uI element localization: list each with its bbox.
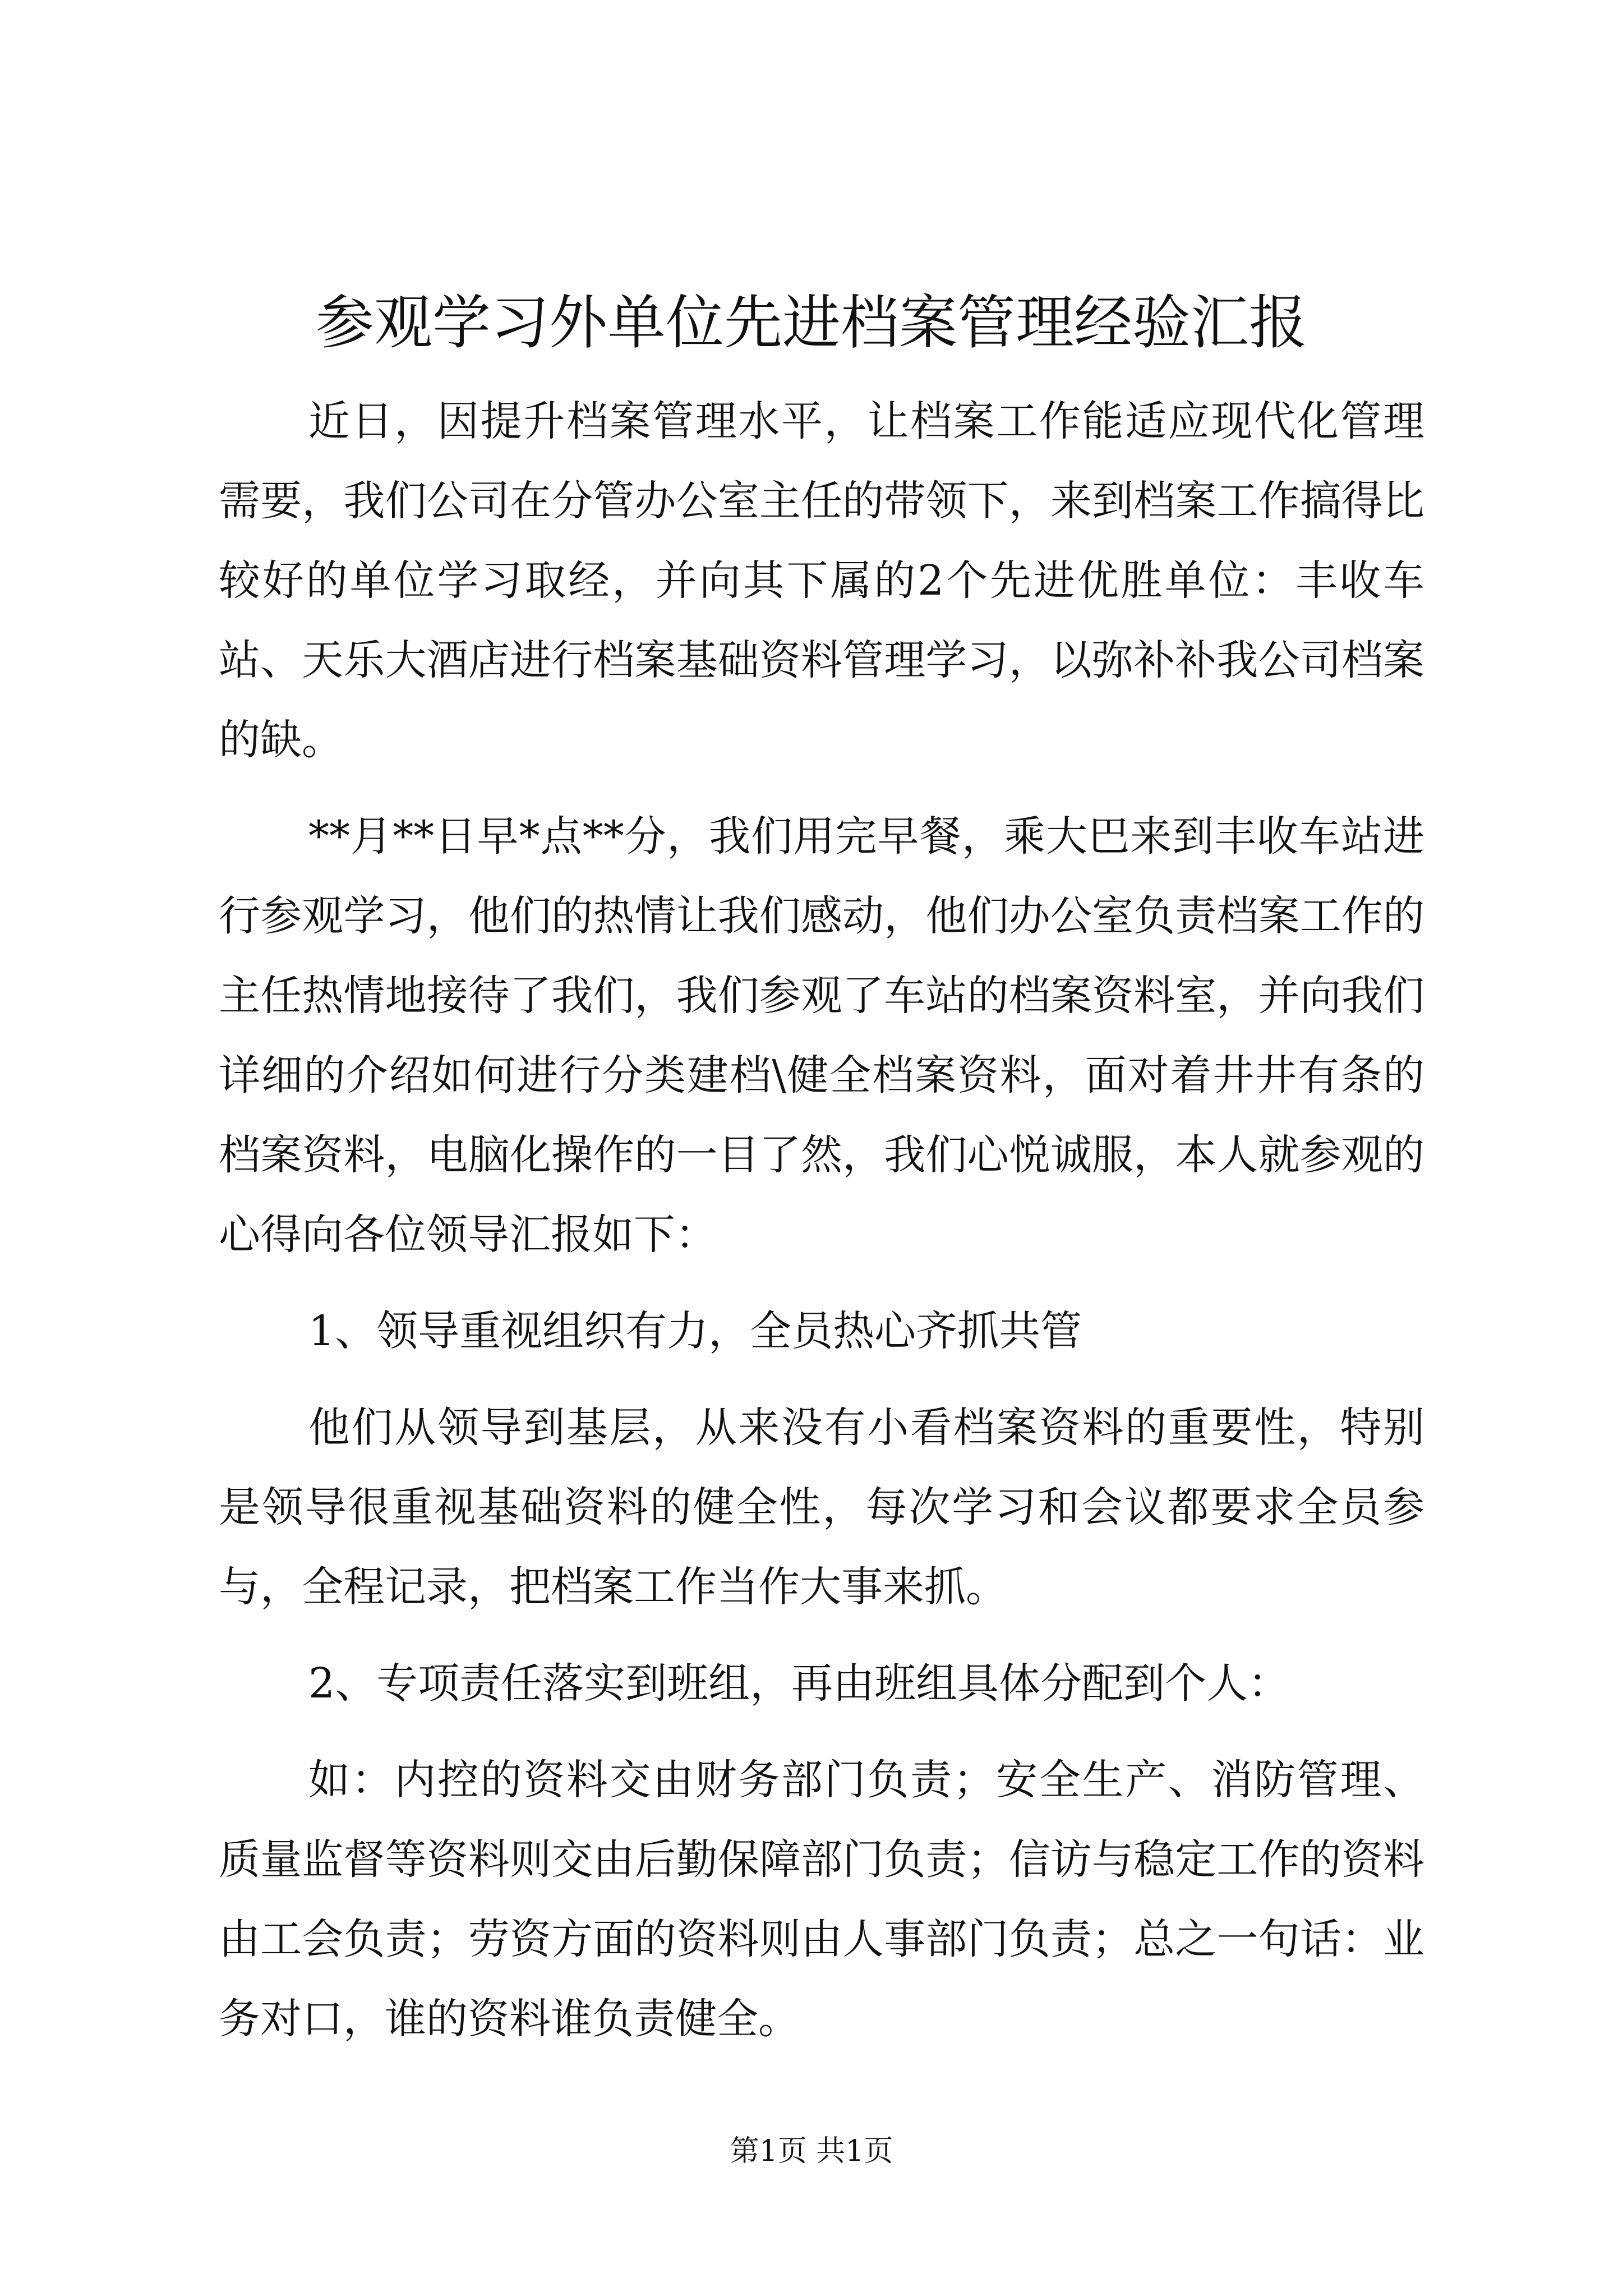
- paragraph-visit: **月**日早*点**分，我们用完早餐，乘大巴来到丰收车站进行参观学习，他们的热情让我们感动，他们办公室负责档案工作的主任热情地接待了我们，我们参观了车站的档案资料室，并向我们详细的介绍如何进行分类建档\健全档案资料，面对着井井有条的档案资料，电脑化操作的一目了然，我们心悦诚服，本人就参观的心得向各位领导汇报如下：: [219, 812, 1424, 1259]
- document-body: [219, 381, 1424, 2076]
- section-heading-1: 1、领导重视组织有力，全员热心齐抓共管: [308, 1307, 1082, 1355]
- document-title: 参观学习外单位先进档案管理经验汇报: [315, 288, 1307, 357]
- paragraph-responsibility: 如：内控的资料交由财务部门负责；安全生产、消防管理、质量监督等资料则交由后勤保障部门负责；信访与稳定工作的资料由工会负责；劳资方面的资料则由人事部门负责；总之一句话：业务对口，谁的资料谁负责健全。: [219, 1756, 1424, 2043]
- paragraph-intro: 近日，因提升档案管理水平，让档案工作能适应现代化管理需要，我们公司在分管办公室主任的带领下，来到档案工作搞得比较好的单位学习取经，并向其下属的2个先进优胜单位：丰收车站、天乐大酒店进行档案基础资料管理学习，以弥补补我公司档案的缺。: [219, 397, 1424, 764]
- paragraph-leadership: 他们从领导到基层，从来没有小看档案资料的重要性，特别是领导很重视基础资料的健全性，每次学习和会议都要求全员参与，全程记录，把档案工作当作大事来抓。: [219, 1404, 1424, 1611]
- section-heading-2: 2、专项责任落实到班组，再由班组具体分配到个人：: [308, 1659, 1290, 1708]
- page-footer: 第1页 共1页: [730, 2134, 893, 2168]
